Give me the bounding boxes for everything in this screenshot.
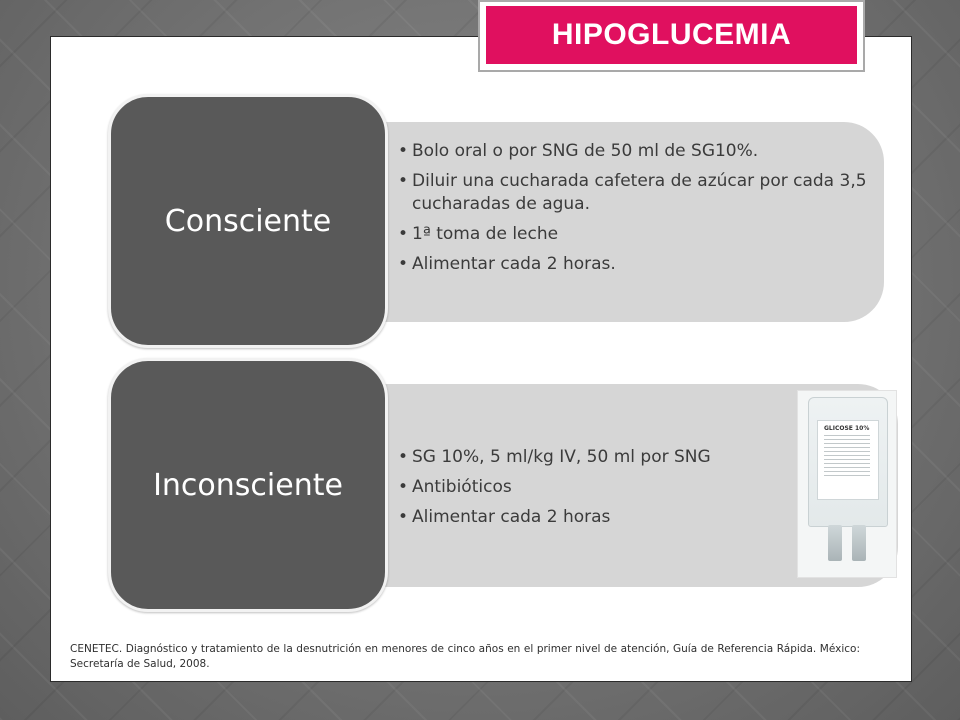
bullet-icon: • bbox=[398, 477, 409, 497]
list-item-text: 1ª toma de leche bbox=[412, 224, 559, 244]
bullet-icon: • bbox=[398, 447, 409, 467]
title-banner-fill bbox=[486, 6, 857, 64]
iv-port-icon bbox=[852, 525, 866, 561]
iv-bag-label bbox=[817, 420, 879, 500]
list-item-text: Bolo oral o por SNG de 50 ml de SG10%. bbox=[412, 141, 759, 161]
bullet-icon: • bbox=[398, 254, 409, 274]
section-inconsciente-label-box bbox=[108, 358, 388, 612]
section-label: Consciente bbox=[164, 203, 332, 239]
list-item-text: Alimentar cada 2 horas. bbox=[412, 254, 616, 274]
list-item-text: Diluir una cucharada cafetera de azúcar por cada 3,5 cucharadas de agua. bbox=[412, 171, 867, 214]
list-item bbox=[398, 476, 798, 499]
citation: CENETEC. Diagnóstico y tratamiento de la desnutrición en menores de cinco años en el primer nivel de atención, Guía de Referencia Rápida. México: Secretaría de Salud, 2008. bbox=[70, 643, 860, 670]
list-item-text: Antibióticos bbox=[412, 477, 512, 497]
list-item bbox=[398, 170, 868, 216]
bullet-icon: • bbox=[398, 224, 409, 244]
iv-port-icon bbox=[828, 525, 842, 561]
bullet-icon: • bbox=[398, 141, 409, 161]
section-label: Inconsciente bbox=[153, 467, 343, 503]
iv-bag-icon bbox=[808, 397, 888, 527]
iv-bag-image bbox=[797, 390, 897, 578]
list-item-text: Alimentar cada 2 horas bbox=[412, 507, 611, 527]
list-item bbox=[398, 140, 868, 163]
title-banner bbox=[478, 0, 865, 72]
list-item bbox=[398, 446, 798, 469]
list-item bbox=[398, 253, 868, 276]
bullet-icon: • bbox=[398, 171, 409, 191]
iv-bag-fine-print bbox=[824, 435, 870, 479]
page-title: HIPOGLUCEMIA bbox=[551, 18, 792, 51]
section-inconsciente-list bbox=[398, 446, 798, 536]
list-item bbox=[398, 506, 798, 529]
section-consciente-list bbox=[398, 140, 868, 283]
list-item bbox=[398, 223, 868, 246]
bullet-icon: • bbox=[398, 507, 409, 527]
iv-bag-label-text: GLICOSE 10% bbox=[824, 425, 870, 432]
list-item-text: SG 10%, 5 ml/kg IV, 50 ml por SNG bbox=[412, 447, 711, 467]
section-consciente-label-box bbox=[108, 94, 388, 348]
